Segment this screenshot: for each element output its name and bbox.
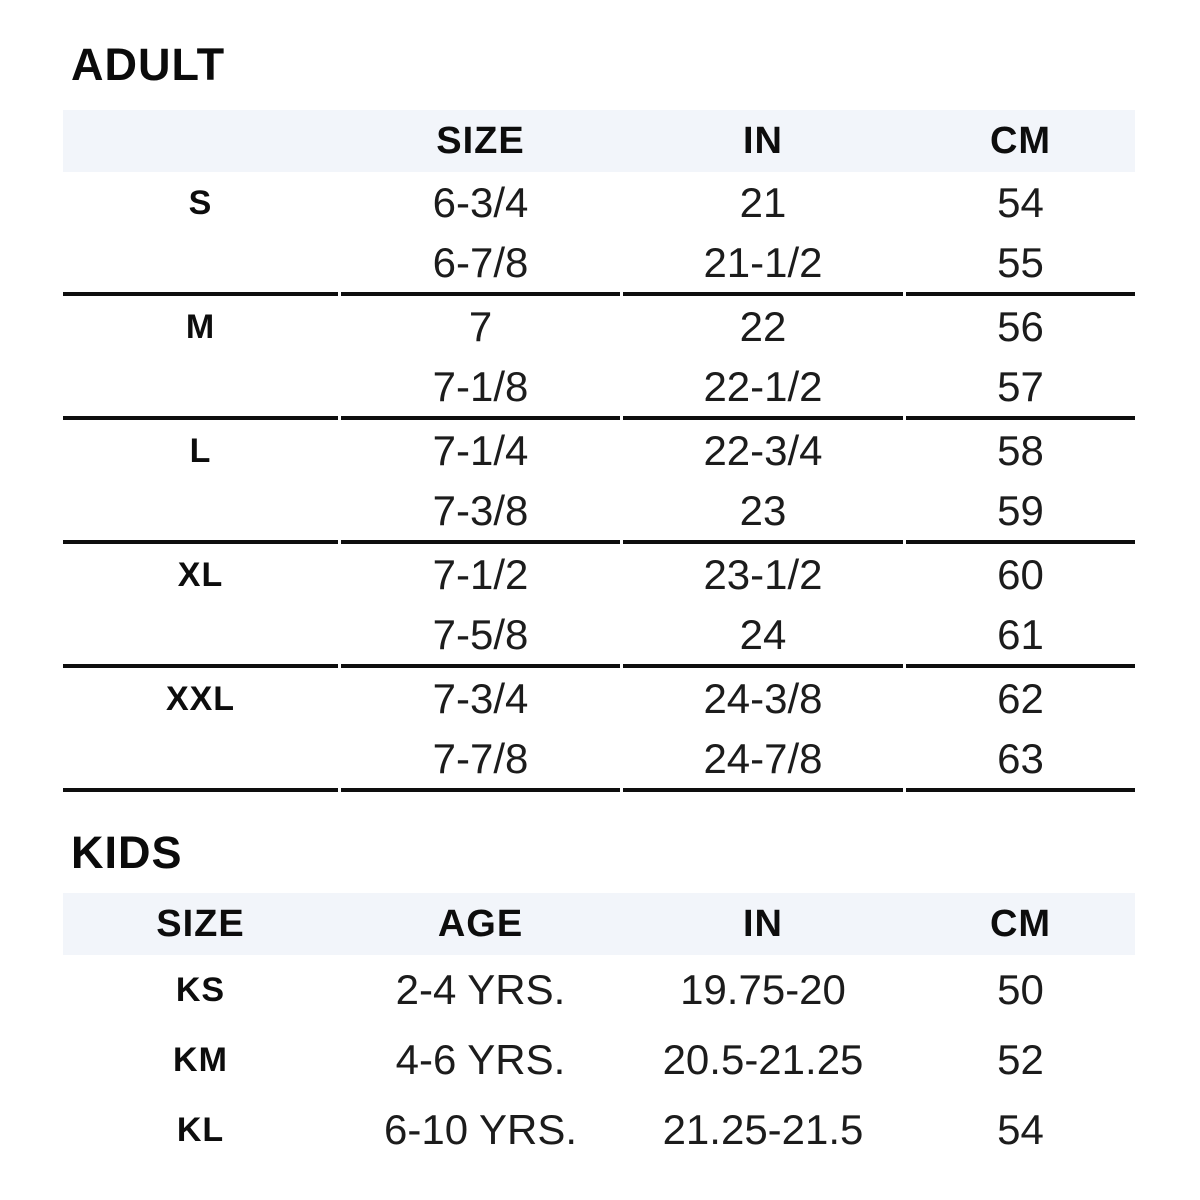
cm-cell: 62 bbox=[997, 675, 1044, 722]
size-label-cell: M bbox=[185, 307, 216, 346]
cm-cell: 52 bbox=[997, 1036, 1044, 1083]
age-cell: 2-4 YRS. bbox=[395, 966, 566, 1013]
size-label-cell: L bbox=[189, 431, 212, 470]
cm-cell: 60 bbox=[997, 551, 1044, 598]
cm-cell: 55 bbox=[906, 234, 1135, 296]
table-row bbox=[63, 955, 1135, 1025]
table-row bbox=[63, 668, 1135, 730]
cm-cell: 63 bbox=[906, 730, 1135, 792]
size-label-cell bbox=[63, 358, 338, 420]
inches-cell: 24-3/8 bbox=[703, 675, 823, 722]
adult-header-cm: CM bbox=[989, 119, 1052, 162]
hat-size-cell: 7-3/4 bbox=[432, 675, 529, 722]
adult-header-in: IN bbox=[743, 119, 783, 162]
kids-header-size: SIZE bbox=[156, 902, 245, 945]
table-row bbox=[63, 358, 1135, 420]
kids-header-row bbox=[63, 893, 1135, 955]
hat-size-cell: 7-1/4 bbox=[432, 427, 529, 474]
table-row bbox=[63, 172, 1135, 234]
age-cell: 4-6 YRS. bbox=[395, 1036, 566, 1083]
hat-size-cell: 7-7/8 bbox=[341, 730, 620, 792]
inches-cell: 24-7/8 bbox=[623, 730, 903, 792]
adult-section-title: ADULT bbox=[71, 39, 226, 90]
cm-cell: 58 bbox=[997, 427, 1044, 474]
table-row bbox=[63, 1025, 1135, 1095]
cm-cell: 61 bbox=[906, 606, 1135, 668]
kids-size-table bbox=[63, 893, 1135, 1165]
adult-header-size: SIZE bbox=[436, 119, 525, 162]
table-row bbox=[63, 482, 1135, 544]
adult-header-blank bbox=[63, 110, 338, 172]
kids-header-in: IN bbox=[743, 902, 783, 945]
table-row bbox=[63, 730, 1135, 792]
inches-cell: 22-3/4 bbox=[703, 427, 823, 474]
size-label-cell bbox=[63, 482, 338, 544]
size-label-cell bbox=[63, 234, 338, 296]
inches-cell: 20.5-21.25 bbox=[662, 1036, 864, 1083]
hat-size-cell: 6-7/8 bbox=[341, 234, 620, 296]
hat-size-cell: 7-1/8 bbox=[341, 358, 620, 420]
kids-header-age: AGE bbox=[437, 902, 524, 945]
hat-size-cell: 7-1/2 bbox=[432, 551, 529, 598]
kids-header-cm: CM bbox=[989, 902, 1052, 945]
hat-size-cell: 6-3/4 bbox=[432, 179, 529, 226]
kids-section-title: KIDS bbox=[71, 827, 183, 878]
size-label-cell: XL bbox=[177, 555, 224, 594]
cm-cell: 54 bbox=[997, 179, 1044, 226]
hat-size-cell: 7-5/8 bbox=[341, 606, 620, 668]
table-row bbox=[63, 296, 1135, 358]
size-label-cell: KM bbox=[173, 1040, 228, 1079]
table-row bbox=[63, 544, 1135, 606]
inches-cell: 21 bbox=[739, 179, 787, 226]
inches-cell: 21-1/2 bbox=[623, 234, 903, 296]
size-label-cell bbox=[63, 730, 338, 792]
table-row bbox=[63, 606, 1135, 668]
table-row bbox=[63, 234, 1135, 296]
cm-cell: 57 bbox=[906, 358, 1135, 420]
inches-cell: 22 bbox=[739, 303, 787, 350]
hat-size-cell: 7 bbox=[468, 303, 493, 350]
table-row bbox=[63, 1095, 1135, 1165]
adult-header-row bbox=[63, 110, 1135, 172]
cm-cell: 59 bbox=[906, 482, 1135, 544]
inches-cell: 21.25-21.5 bbox=[662, 1106, 864, 1153]
hat-size-cell: 7-3/8 bbox=[341, 482, 620, 544]
cm-cell: 50 bbox=[997, 966, 1044, 1013]
adult-size-table bbox=[63, 110, 1135, 792]
inches-cell: 24 bbox=[623, 606, 903, 668]
cm-cell: 54 bbox=[997, 1106, 1044, 1153]
age-cell: 6-10 YRS. bbox=[384, 1106, 577, 1153]
cm-cell: 56 bbox=[997, 303, 1044, 350]
inches-cell: 23-1/2 bbox=[703, 551, 823, 598]
inches-cell: 19.75-20 bbox=[680, 966, 846, 1013]
inches-cell: 22-1/2 bbox=[623, 358, 903, 420]
size-label-cell bbox=[63, 606, 338, 668]
size-label-cell: KL bbox=[176, 1110, 225, 1149]
size-label-cell: S bbox=[188, 183, 213, 222]
size-label-cell: XXL bbox=[165, 679, 236, 718]
inches-cell: 23 bbox=[623, 482, 903, 544]
table-row bbox=[63, 420, 1135, 482]
size-label-cell: KS bbox=[175, 970, 226, 1009]
